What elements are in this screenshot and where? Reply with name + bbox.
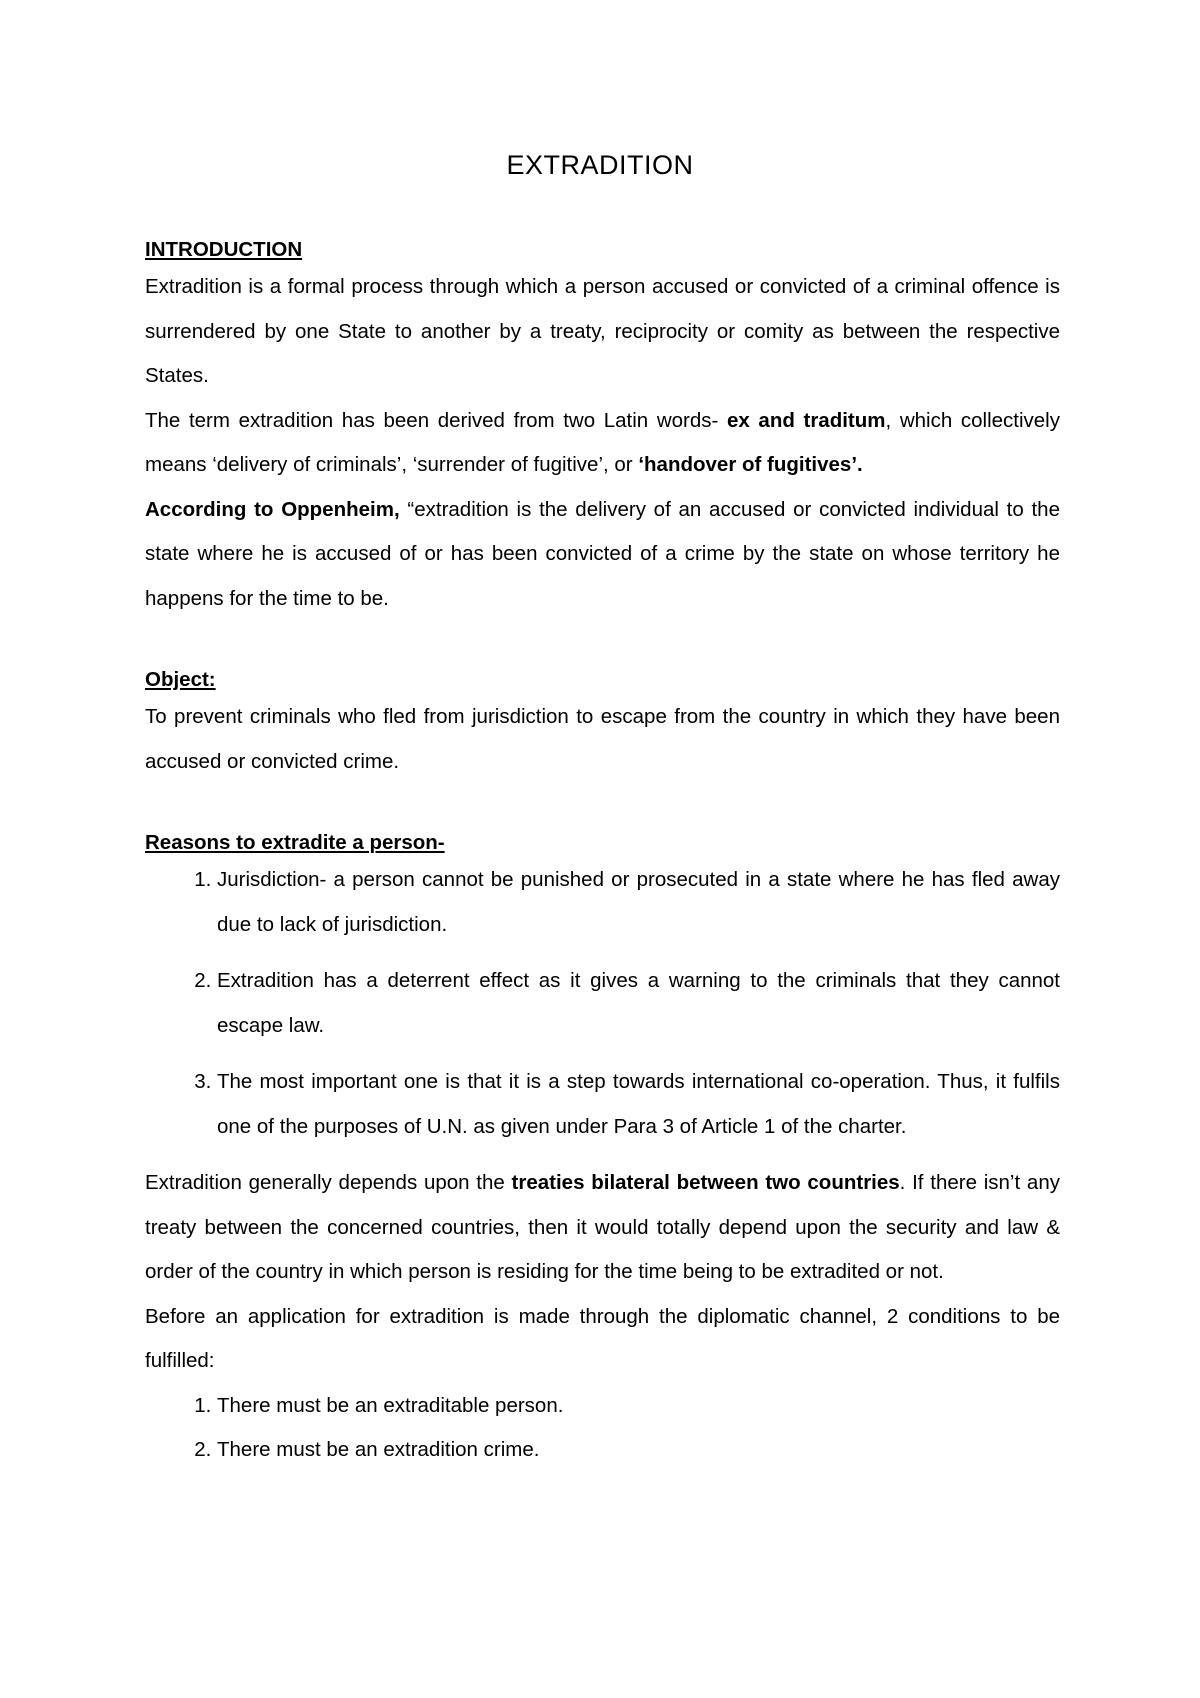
list-item: 2. There must be an extradition crime. — [217, 1428, 1060, 1473]
list-item: 1. Jurisdiction- a person cannot be punished or prosecuted in a state where he has fled away due to lack of jurisdiction. — [217, 858, 1060, 947]
oppenheim-paragraph — [145, 488, 1060, 622]
reasons-list — [145, 858, 1060, 1149]
treaty-bold: treaties bilateral between two countries — [511, 1171, 900, 1194]
intro-paragraph-2 — [145, 399, 1060, 488]
latin-words: ex and traditum — [726, 408, 886, 432]
intro-paragraph-1: Extradition is a formal process through which a person accused or convicted of a criminal offence is surrendered by one State to another by a treaty, reciprocity or comity as between the respective States. — [145, 275, 1060, 387]
treaty-paragraph — [145, 1161, 1060, 1295]
intro-p2-text-a: The term extradition has been derived from two Latin words- — [145, 408, 727, 432]
oppenheim-label: According to Oppenheim, — [145, 497, 400, 521]
object-text: To prevent criminals who fled from jurisdiction to escape from the country in which they have been accused or convicted crime. — [145, 705, 1060, 773]
object-heading: Object: — [145, 668, 216, 691]
intro-p2-text-b: , which collectively means ‘delivery of criminals’, ‘surrender of fugitive’, or — [145, 408, 1060, 476]
treaty-text-a: Extradition generally depends upon the — [145, 1171, 512, 1194]
document-title: EXTRADITION — [506, 150, 694, 180]
list-item: 3. The most important one is that it is a step towards international co-operation. Thus, it fulfils one of the purposes of U.N. as given under Para 3 of Article 1 of the charter. — [217, 1060, 1060, 1149]
list-item: 2. Extradition has a deterrent effect as it gives a warning to the criminals that they cannot escape law. — [217, 959, 1060, 1048]
reasons-heading: Reasons to extradite a person- — [145, 831, 445, 854]
conditions-list — [145, 1384, 1060, 1473]
document-body — [145, 235, 1060, 1473]
conditions-intro: Before an application for extradition is made through the diplomatic channel, 2 conditions to be fulfilled: — [145, 1304, 1060, 1372]
intro-heading: INTRODUCTION — [145, 238, 303, 261]
list-item: 1. There must be an extraditable person. — [217, 1384, 1060, 1429]
oppenheim-quote: “extradition is the delivery of an accused or convicted individual to the state where he is accused of or has been convicted of a crime by the state on whose territory he happens for the time to be. — [145, 497, 1060, 610]
treaty-text-b: . If there isn’t any treaty between the concerned countries, then it would totally depend upon the security and law & order of the country in which person is residing for the time being to be extradited or not. — [145, 1171, 1060, 1283]
handover-phrase: ‘handover of fugitives’. — [638, 453, 863, 476]
